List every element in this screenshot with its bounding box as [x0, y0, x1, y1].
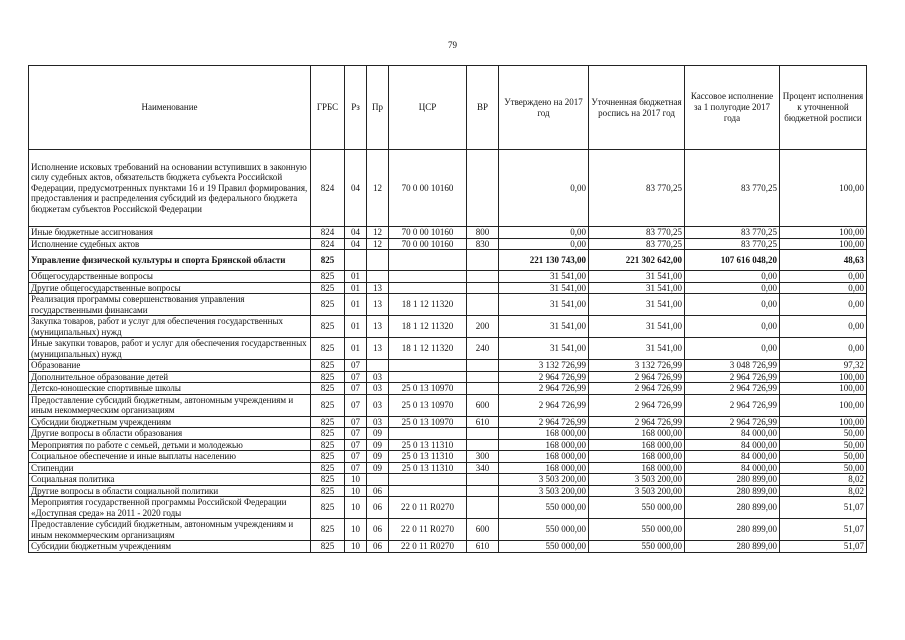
table-row — [29, 360, 867, 372]
cell-refined: 2 964 726,99 — [589, 371, 685, 383]
cell-refined: 83 770,25 — [589, 227, 685, 239]
cell-vr: 830 — [467, 238, 499, 250]
cell-pr: 09 — [367, 439, 389, 451]
cell-approved: 0,00 — [499, 238, 589, 250]
cell-approved: 168 000,00 — [499, 462, 589, 474]
cell-percent: 100,00 — [780, 150, 867, 227]
cell-rz — [345, 250, 367, 271]
cell-approved: 221 130 743,00 — [499, 250, 589, 271]
cell-refined: 31 541,00 — [589, 316, 685, 338]
cell-approved: 3 503 200,00 — [499, 474, 589, 486]
cell-cash: 280 899,00 — [685, 519, 780, 541]
cell-cash: 280 899,00 — [685, 485, 780, 497]
cell-rz: 04 — [345, 227, 367, 239]
table-row — [29, 541, 867, 553]
cell-pr — [367, 271, 389, 283]
cell-percent: 48,63 — [780, 250, 867, 271]
cell-approved: 550 000,00 — [499, 497, 589, 519]
cell-refined: 168 000,00 — [589, 462, 685, 474]
cell-approved: 2 964 726,99 — [499, 383, 589, 395]
cell-grbs: 825 — [311, 338, 345, 360]
cell-grbs: 825 — [311, 474, 345, 486]
table-row — [29, 271, 867, 283]
cell-percent: 0,00 — [780, 282, 867, 294]
cell-grbs: 824 — [311, 238, 345, 250]
cell-name: Другие вопросы в области образования — [29, 428, 311, 440]
table-row — [29, 150, 867, 227]
cell-cash: 3 048 726,99 — [685, 360, 780, 372]
cell-vr — [467, 371, 499, 383]
cell-name: Управление физической культуры и спорта Брянской области — [29, 250, 311, 271]
cell-csr — [389, 360, 467, 372]
cell-name: Исполнение исковых требований на основании вступивших в законную силу судебных актов, обязательств бюджета субъекта Российской Федерации, предусмотренных пунктами 16 и 19 Правил формирования, предоставления и распределения субсидий из федерального бюджета бюджетам субъектов Российской Федерации — [29, 150, 311, 227]
cell-csr — [389, 250, 467, 271]
cell-grbs: 825 — [311, 271, 345, 283]
cell-cash: 84 000,00 — [685, 451, 780, 463]
cell-pr — [367, 250, 389, 271]
cell-name: Мероприятия государственной программы Российской Федерации «Доступная среда» на 2011 - 2020 годы — [29, 497, 311, 519]
budget-table — [28, 65, 867, 553]
cell-refined: 31 541,00 — [589, 338, 685, 360]
cell-refined: 168 000,00 — [589, 439, 685, 451]
cell-name: Социальное обеспечение и иные выплаты населению — [29, 451, 311, 463]
table-row — [29, 451, 867, 463]
cell-approved: 0,00 — [499, 227, 589, 239]
cell-vr: 300 — [467, 451, 499, 463]
cell-percent: 0,00 — [780, 294, 867, 316]
cell-grbs: 825 — [311, 451, 345, 463]
cell-name: Реализация программы совершенствования управления государственными финансами — [29, 294, 311, 316]
cell-cash: 280 899,00 — [685, 497, 780, 519]
cell-grbs: 825 — [311, 294, 345, 316]
cell-approved: 550 000,00 — [499, 541, 589, 553]
cell-refined: 31 541,00 — [589, 294, 685, 316]
cell-approved: 3 503 200,00 — [499, 485, 589, 497]
header-csr: ЦСР — [389, 66, 467, 150]
cell-cash: 84 000,00 — [685, 428, 780, 440]
cell-csr: 18 1 12 11320 — [389, 338, 467, 360]
cell-pr: 12 — [367, 227, 389, 239]
cell-rz: 07 — [345, 360, 367, 372]
cell-vr — [467, 250, 499, 271]
table-row — [29, 394, 867, 416]
header-grbs: ГРБС — [311, 66, 345, 150]
cell-name: Мероприятия по работе с семьей, детьми и молодежью — [29, 439, 311, 451]
cell-grbs: 825 — [311, 519, 345, 541]
cell-csr: 25 0 13 11310 — [389, 451, 467, 463]
header-name: Наименование — [29, 66, 311, 150]
cell-csr: 70 0 00 10160 — [389, 238, 467, 250]
cell-percent: 100,00 — [780, 238, 867, 250]
cell-name: Предоставление субсидий бюджетным, автономным учреждениям и иным некоммерческим организациям — [29, 519, 311, 541]
cell-pr: 03 — [367, 416, 389, 428]
cell-cash: 2 964 726,99 — [685, 394, 780, 416]
cell-csr — [389, 371, 467, 383]
cell-grbs: 825 — [311, 282, 345, 294]
cell-grbs: 824 — [311, 227, 345, 239]
cell-pr: 06 — [367, 497, 389, 519]
cell-grbs: 825 — [311, 439, 345, 451]
cell-csr — [389, 271, 467, 283]
cell-csr: 22 0 11 R0270 — [389, 541, 467, 553]
cell-pr: 06 — [367, 519, 389, 541]
cell-vr — [467, 497, 499, 519]
cell-vr — [467, 428, 499, 440]
cell-refined: 31 541,00 — [589, 282, 685, 294]
cell-cash: 0,00 — [685, 294, 780, 316]
table-row — [29, 485, 867, 497]
cell-pr: 12 — [367, 238, 389, 250]
cell-name: Субсидии бюджетным учреждениям — [29, 416, 311, 428]
cell-approved: 168 000,00 — [499, 428, 589, 440]
cell-vr: 240 — [467, 338, 499, 360]
cell-rz: 04 — [345, 150, 367, 227]
cell-name: Другие вопросы в области социальной политики — [29, 485, 311, 497]
cell-percent: 50,00 — [780, 439, 867, 451]
cell-refined: 3 503 200,00 — [589, 485, 685, 497]
cell-approved: 31 541,00 — [499, 338, 589, 360]
cell-pr: 09 — [367, 462, 389, 474]
cell-cash: 280 899,00 — [685, 474, 780, 486]
cell-pr: 03 — [367, 371, 389, 383]
cell-vr — [467, 271, 499, 283]
cell-percent: 0,00 — [780, 316, 867, 338]
cell-percent: 100,00 — [780, 371, 867, 383]
cell-rz: 01 — [345, 271, 367, 283]
cell-vr: 600 — [467, 394, 499, 416]
cell-csr: 25 0 13 11310 — [389, 462, 467, 474]
table-row — [29, 238, 867, 250]
table-header-row — [29, 66, 867, 150]
cell-pr: 12 — [367, 150, 389, 227]
cell-rz: 07 — [345, 462, 367, 474]
table-row — [29, 416, 867, 428]
cell-percent: 100,00 — [780, 383, 867, 395]
cell-rz: 10 — [345, 541, 367, 553]
cell-percent: 97,32 — [780, 360, 867, 372]
cell-name: Детско-юношеские спортивные школы — [29, 383, 311, 395]
cell-vr — [467, 294, 499, 316]
cell-approved: 31 541,00 — [499, 282, 589, 294]
cell-rz: 01 — [345, 338, 367, 360]
cell-name: Образование — [29, 360, 311, 372]
header-approved: Утверждено на 2017 год — [499, 66, 589, 150]
cell-grbs: 825 — [311, 428, 345, 440]
cell-cash: 2 964 726,99 — [685, 383, 780, 395]
cell-name: Дополнительное образование детей — [29, 371, 311, 383]
cell-refined: 550 000,00 — [589, 519, 685, 541]
cell-percent: 0,00 — [780, 338, 867, 360]
cell-vr — [467, 383, 499, 395]
page-number: 79 — [448, 40, 457, 50]
cell-grbs: 825 — [311, 416, 345, 428]
cell-rz: 04 — [345, 238, 367, 250]
table-row — [29, 474, 867, 486]
header-vr: ВР — [467, 66, 499, 150]
cell-pr — [367, 360, 389, 372]
cell-pr: 03 — [367, 383, 389, 395]
cell-rz: 07 — [345, 439, 367, 451]
cell-vr: 610 — [467, 541, 499, 553]
table-row — [29, 294, 867, 316]
cell-pr: 13 — [367, 282, 389, 294]
cell-grbs: 825 — [311, 462, 345, 474]
cell-approved: 2 964 726,99 — [499, 371, 589, 383]
cell-cash: 2 964 726,99 — [685, 416, 780, 428]
cell-refined: 3 503 200,00 — [589, 474, 685, 486]
cell-refined: 168 000,00 — [589, 428, 685, 440]
cell-percent: 100,00 — [780, 227, 867, 239]
cell-refined: 31 541,00 — [589, 271, 685, 283]
cell-csr: 18 1 12 11320 — [389, 294, 467, 316]
cell-name: Иные закупки товаров, работ и услуг для обеспечения государственных (муниципальных) нужд — [29, 338, 311, 360]
cell-csr: 70 0 00 10160 — [389, 227, 467, 239]
cell-percent: 100,00 — [780, 416, 867, 428]
cell-rz: 10 — [345, 519, 367, 541]
cell-vr: 340 — [467, 462, 499, 474]
cell-percent: 100,00 — [780, 394, 867, 416]
cell-rz: 07 — [345, 394, 367, 416]
cell-percent: 0,00 — [780, 271, 867, 283]
cell-vr: 200 — [467, 316, 499, 338]
cell-cash: 0,00 — [685, 316, 780, 338]
table-row — [29, 316, 867, 338]
cell-approved: 2 964 726,99 — [499, 416, 589, 428]
cell-cash: 107 616 048,20 — [685, 250, 780, 271]
cell-vr — [467, 439, 499, 451]
cell-refined: 550 000,00 — [589, 541, 685, 553]
cell-csr: 18 1 12 11320 — [389, 316, 467, 338]
cell-rz: 10 — [345, 485, 367, 497]
cell-name: Социальная политика — [29, 474, 311, 486]
table-row — [29, 462, 867, 474]
table-row — [29, 282, 867, 294]
cell-csr — [389, 485, 467, 497]
table-row — [29, 519, 867, 541]
cell-approved: 31 541,00 — [499, 294, 589, 316]
cell-percent: 51,07 — [780, 519, 867, 541]
cell-grbs: 824 — [311, 150, 345, 227]
cell-grbs: 825 — [311, 360, 345, 372]
cell-pr: 03 — [367, 394, 389, 416]
cell-rz: 10 — [345, 497, 367, 519]
table-row — [29, 383, 867, 395]
cell-percent: 50,00 — [780, 462, 867, 474]
cell-refined: 2 964 726,99 — [589, 383, 685, 395]
table-row — [29, 371, 867, 383]
cell-rz: 01 — [345, 316, 367, 338]
cell-approved: 31 541,00 — [499, 316, 589, 338]
cell-grbs: 825 — [311, 371, 345, 383]
cell-approved: 168 000,00 — [499, 451, 589, 463]
cell-rz: 01 — [345, 282, 367, 294]
cell-vr: 800 — [467, 227, 499, 239]
cell-refined: 83 770,25 — [589, 238, 685, 250]
cell-refined: 83 770,25 — [589, 150, 685, 227]
cell-refined: 3 132 726,99 — [589, 360, 685, 372]
cell-rz: 07 — [345, 451, 367, 463]
cell-approved: 0,00 — [499, 150, 589, 227]
cell-pr: 13 — [367, 294, 389, 316]
cell-refined: 2 964 726,99 — [589, 416, 685, 428]
cell-vr — [467, 485, 499, 497]
cell-name: Предоставление субсидий бюджетным, автономным учреждениям и иным некоммерческим организациям — [29, 394, 311, 416]
cell-vr — [467, 474, 499, 486]
table-row — [29, 497, 867, 519]
cell-refined: 2 964 726,99 — [589, 394, 685, 416]
cell-vr — [467, 282, 499, 294]
table-row — [29, 227, 867, 239]
cell-csr: 22 0 11 R0270 — [389, 519, 467, 541]
cell-grbs: 825 — [311, 485, 345, 497]
cell-name: Закупка товаров, работ и услуг для обеспечения государственных (муниципальных) нужд — [29, 316, 311, 338]
cell-rz: 10 — [345, 474, 367, 486]
header-pr: Пр — [367, 66, 389, 150]
table-row — [29, 428, 867, 440]
table-row — [29, 338, 867, 360]
cell-pr: 06 — [367, 541, 389, 553]
cell-name: Субсидии бюджетным учреждениям — [29, 541, 311, 553]
cell-pr: 06 — [367, 485, 389, 497]
cell-refined: 221 302 642,00 — [589, 250, 685, 271]
cell-cash: 0,00 — [685, 271, 780, 283]
table-row — [29, 439, 867, 451]
header-refined: Уточненная бюджетная роспись на 2017 год — [589, 66, 685, 150]
cell-approved: 31 541,00 — [499, 271, 589, 283]
cell-grbs: 825 — [311, 383, 345, 395]
cell-pr: 13 — [367, 338, 389, 360]
cell-grbs: 825 — [311, 394, 345, 416]
cell-cash: 84 000,00 — [685, 439, 780, 451]
cell-csr: 25 0 13 11310 — [389, 439, 467, 451]
cell-rz: 07 — [345, 428, 367, 440]
cell-name: Иные бюджетные ассигнования — [29, 227, 311, 239]
cell-grbs: 825 — [311, 316, 345, 338]
cell-name: Стипендии — [29, 462, 311, 474]
cell-cash: 83 770,25 — [685, 150, 780, 227]
cell-vr: 600 — [467, 519, 499, 541]
cell-rz: 07 — [345, 383, 367, 395]
cell-cash: 83 770,25 — [685, 238, 780, 250]
cell-csr — [389, 282, 467, 294]
cell-approved: 550 000,00 — [499, 519, 589, 541]
cell-percent: 8,02 — [780, 474, 867, 486]
cell-vr — [467, 150, 499, 227]
cell-grbs: 825 — [311, 250, 345, 271]
cell-cash: 83 770,25 — [685, 227, 780, 239]
cell-name: Исполнение судебных актов — [29, 238, 311, 250]
cell-rz: 07 — [345, 416, 367, 428]
table-body — [29, 150, 867, 553]
cell-name: Общегосударственные вопросы — [29, 271, 311, 283]
cell-rz: 01 — [345, 294, 367, 316]
cell-approved: 2 964 726,99 — [499, 394, 589, 416]
cell-csr — [389, 474, 467, 486]
header-rz: Рз — [345, 66, 367, 150]
cell-grbs: 825 — [311, 541, 345, 553]
cell-vr: 610 — [467, 416, 499, 428]
cell-name: Другие общегосударственные вопросы — [29, 282, 311, 294]
cell-grbs: 825 — [311, 497, 345, 519]
cell-percent: 8,02 — [780, 485, 867, 497]
header-cash: Кассовое исполнение за 1 полугодие 2017 года — [685, 66, 780, 150]
cell-rz: 07 — [345, 371, 367, 383]
cell-csr: 25 0 13 10970 — [389, 394, 467, 416]
cell-pr — [367, 474, 389, 486]
cell-cash: 2 964 726,99 — [685, 371, 780, 383]
cell-csr: 25 0 13 10970 — [389, 416, 467, 428]
cell-csr: 70 0 00 10160 — [389, 150, 467, 227]
header-percent: Процент исполнения к уточненной бюджетной росписи — [780, 66, 867, 150]
cell-cash: 84 000,00 — [685, 462, 780, 474]
cell-csr: 25 0 13 10970 — [389, 383, 467, 395]
cell-percent: 51,07 — [780, 541, 867, 553]
cell-vr — [467, 360, 499, 372]
cell-cash: 0,00 — [685, 338, 780, 360]
cell-pr: 13 — [367, 316, 389, 338]
cell-cash: 0,00 — [685, 282, 780, 294]
cell-pr: 09 — [367, 451, 389, 463]
cell-csr: 22 0 11 R0270 — [389, 497, 467, 519]
cell-csr — [389, 428, 467, 440]
cell-refined: 550 000,00 — [589, 497, 685, 519]
cell-percent: 50,00 — [780, 451, 867, 463]
cell-pr: 09 — [367, 428, 389, 440]
cell-cash: 280 899,00 — [685, 541, 780, 553]
cell-percent: 50,00 — [780, 428, 867, 440]
cell-approved: 168 000,00 — [499, 439, 589, 451]
cell-percent: 51,07 — [780, 497, 867, 519]
cell-approved: 3 132 726,99 — [499, 360, 589, 372]
table-row — [29, 250, 867, 271]
cell-refined: 168 000,00 — [589, 451, 685, 463]
